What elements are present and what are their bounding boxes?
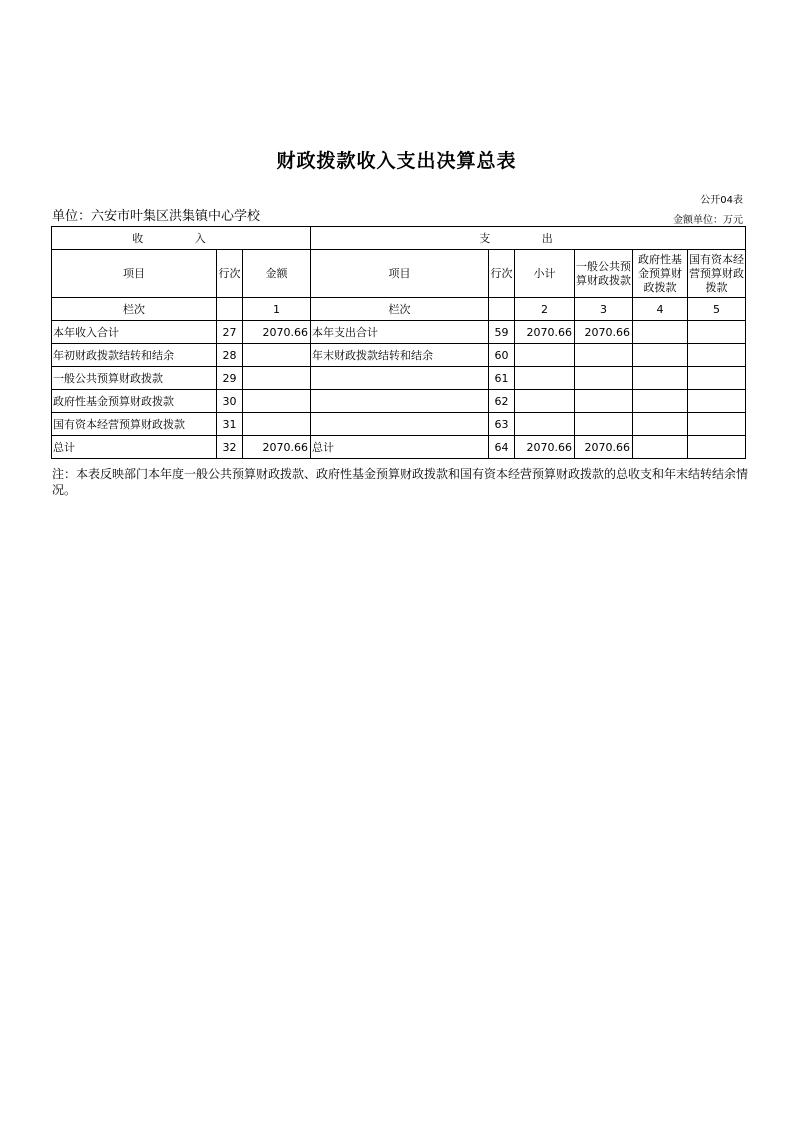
subtotal-header: 小计 [515,250,575,298]
income-line: 27 [217,321,243,344]
income-item: 本年收入合计 [52,321,217,344]
expense-subtotal [515,344,575,367]
expense-capital [688,367,746,390]
expense-item: 总计 [311,436,489,459]
amount-unit: 金额单位：万元 [673,215,743,226]
column-4: 4 [633,298,688,321]
expense-fund [633,413,688,436]
income-amount: 2070.66 [243,436,311,459]
expense-fund [633,344,688,367]
header-group-row [52,227,746,250]
gov-fund-header: 政府性基金预算财政拨款 [633,250,688,298]
expense-line: 63 [489,413,515,436]
header-row [52,250,746,298]
expense-subtotal [515,390,575,413]
expense-item [311,367,489,390]
expense-subtotal [515,413,575,436]
income-item: 年初财政拨款结转和结余 [52,344,217,367]
income-item: 一般公共预算财政拨款 [52,367,217,390]
expense-general: 2070.66 [575,436,633,459]
income-line: 30 [217,390,243,413]
expense-general [575,390,633,413]
income-line: 29 [217,367,243,390]
income-amount [243,367,311,390]
column-2: 2 [515,298,575,321]
expense-item [311,390,489,413]
table-note: 注：本表反映部门本年度一般公共预算财政拨款、政府性基金预算财政拨款和国有资本经营预算财政拨款的总收支和年末结转结余情况。 [52,467,749,497]
income-item: 总计 [52,436,217,459]
column-1: 1 [243,298,311,321]
table-row [52,321,746,344]
expense-item-header: 项目 [311,250,489,298]
expense-subtotal: 2070.66 [515,436,575,459]
income-amount: 2070.66 [243,321,311,344]
report-table [51,226,746,459]
expense-line-header: 行次 [489,250,515,298]
state-capital-header: 国有资本经营预算财政拨款 [688,250,746,298]
reporting-unit: 单位：六安市叶集区洪集镇中心学校 [52,209,261,224]
expense-general [575,413,633,436]
income-item-header: 项目 [52,250,217,298]
expense-header: 支 出 [311,227,746,250]
income-line: 28 [217,344,243,367]
income-line: 31 [217,413,243,436]
total-row [52,436,746,459]
expense-capital [688,321,746,344]
expense-fund [633,436,688,459]
income-line: 32 [217,436,243,459]
form-code: 公开04表 [700,195,743,206]
expense-item [311,413,489,436]
table-row [52,344,746,367]
expense-capital [688,390,746,413]
table-row [52,413,746,436]
income-header: 收 入 [52,227,311,250]
report-title: 财政拨款收入支出决算总表 [276,150,517,172]
empty-cell [217,298,243,321]
expense-fund [633,321,688,344]
expense-item: 本年支出合计 [311,321,489,344]
expense-general [575,344,633,367]
expense-fund [633,390,688,413]
income-column-no-label: 栏次 [52,298,217,321]
income-amount [243,344,311,367]
income-item: 政府性基金预算财政拨款 [52,390,217,413]
income-item: 国有资本经营预算财政拨款 [52,413,217,436]
general-budget-header: 一般公共预算财政拨款 [575,250,633,298]
income-amount [243,390,311,413]
expense-column-no-label: 栏次 [311,298,489,321]
income-line-header: 行次 [217,250,243,298]
expense-capital [688,436,746,459]
expense-general: 2070.66 [575,321,633,344]
table-row [52,367,746,390]
expense-item: 年末财政拨款结转和结余 [311,344,489,367]
expense-fund [633,367,688,390]
income-amount [243,413,311,436]
column-5: 5 [688,298,746,321]
expense-line: 64 [489,436,515,459]
empty-cell [489,298,515,321]
expense-line: 60 [489,344,515,367]
expense-capital [688,344,746,367]
expense-capital [688,413,746,436]
expense-line: 61 [489,367,515,390]
table-row [52,390,746,413]
column-3: 3 [575,298,633,321]
expense-subtotal: 2070.66 [515,321,575,344]
expense-line: 62 [489,390,515,413]
expense-line: 59 [489,321,515,344]
expense-subtotal [515,367,575,390]
column-number-row [52,298,746,321]
income-amount-header: 金额 [243,250,311,298]
expense-general [575,367,633,390]
